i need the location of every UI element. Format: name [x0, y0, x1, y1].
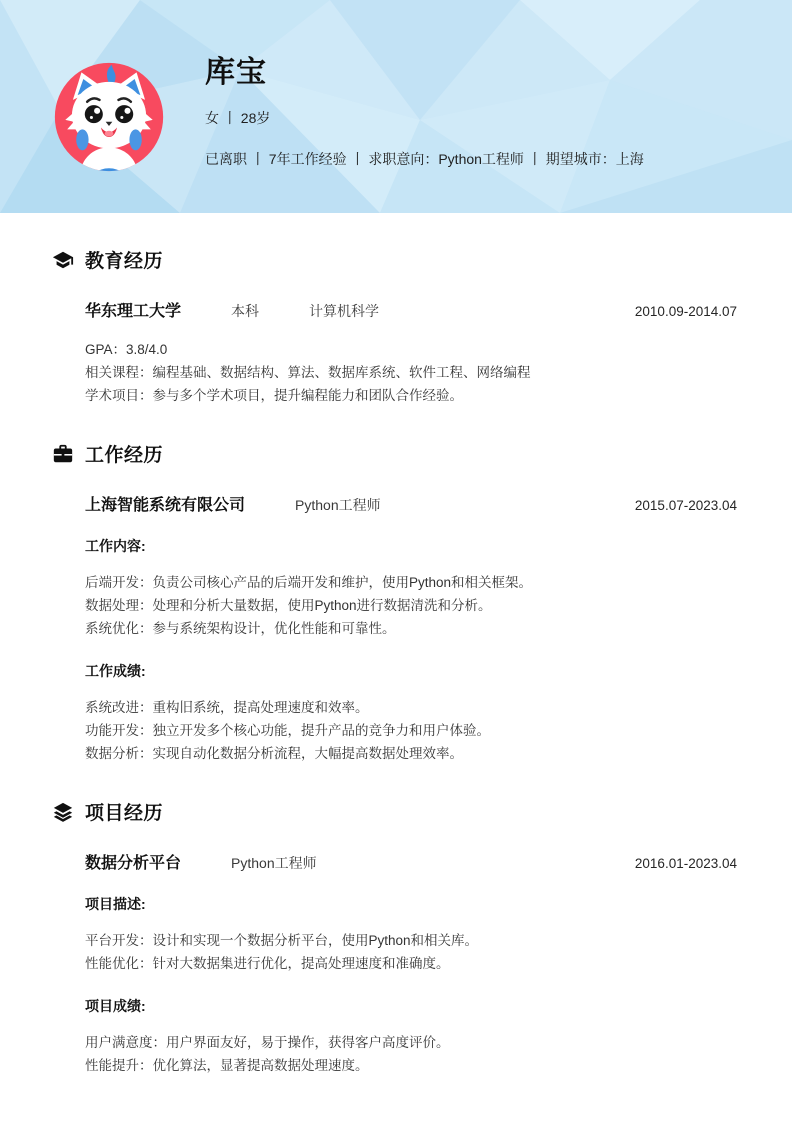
list-item: 功能开发：独立开发多个核心功能，提升产品的竞争力和用户体验。 [85, 723, 490, 738]
list-item: 用户满意度：用户界面友好，易于操作，获得客户高度评价。 [85, 1035, 450, 1050]
project-result-list [85, 1031, 737, 1077]
project-desc-label: 项目描述: [85, 896, 146, 912]
cat-mascot-illustration [52, 60, 166, 174]
resume-content [0, 246, 792, 1077]
project-date-range: 2016.01-2023.04 [634, 856, 737, 871]
briefcase-icon [52, 443, 74, 465]
school-name: 华东理工大学 [85, 303, 182, 320]
gender-age: 女 丨 28岁 [205, 110, 271, 126]
education-entry [85, 298, 737, 407]
project-role: Python工程师 [231, 855, 317, 871]
profile-meta: 已离职 丨 7年工作经验 丨 求职意向：Python工程师 丨 期望城市：上海 [205, 151, 644, 167]
work-content-label: 工作内容: [85, 538, 146, 554]
header-info [205, 54, 644, 169]
section-title-label: 教育经历 [85, 251, 164, 272]
list-item: 性能优化：针对大数据集进行优化，提高处理速度和准确度。 [85, 956, 450, 971]
graduation-cap-icon [52, 249, 74, 271]
list-item: 数据处理：处理和分析大量数据，使用Python进行数据清洗和分析。 [85, 598, 492, 613]
work-achievement-label: 工作成绩: [85, 663, 146, 679]
major: 计算机科学 [309, 303, 380, 319]
education-date-range: 2010.09-2014.07 [634, 304, 737, 319]
section-project-title [52, 798, 737, 825]
work-entry [85, 492, 737, 765]
list-item: 数据分析：实现自动化数据分析流程，大幅提高数据处理效率。 [85, 746, 463, 761]
work-content-list [85, 571, 737, 640]
project-entry [85, 850, 737, 1077]
section-title-label: 工作经历 [85, 445, 164, 466]
work-entry-head [85, 492, 737, 515]
list-item: 学术项目：参与多个学术项目，提升编程能力和团队合作经验。 [85, 388, 463, 403]
work-date-range: 2015.07-2023.04 [634, 498, 737, 513]
job-title: Python工程师 [295, 497, 381, 513]
list-item: 相关课程：编程基础、数据结构、算法、数据库系统、软件工程、网络编程 [85, 365, 531, 380]
project-result-label: 项目成绩: [85, 998, 146, 1014]
list-item: 性能提升：优化算法，显著提高数据处理速度。 [85, 1058, 369, 1073]
project-name: 数据分析平台 [85, 855, 182, 872]
section-work-title [52, 440, 737, 467]
company-name: 上海智能系统有限公司 [85, 497, 246, 514]
list-item: 系统优化：参与系统架构设计，优化性能和可靠性。 [85, 621, 396, 636]
degree: 本科 [231, 303, 260, 319]
list-item: GPA：3.8/4.0 [85, 342, 168, 357]
section-title-label: 项目经历 [85, 803, 164, 824]
project-desc-list [85, 929, 737, 975]
layers-icon [52, 801, 74, 823]
education-details [85, 338, 737, 407]
header-banner [0, 0, 792, 213]
list-item: 系统改进：重构旧系统，提高处理速度和效率。 [85, 700, 369, 715]
candidate-name: 库宝 [205, 56, 267, 89]
project-entry-head [85, 850, 737, 873]
avatar [52, 60, 166, 174]
list-item: 后端开发：负责公司核心产品的后端开发和维护，使用Python和相关框架。 [85, 575, 533, 590]
list-item: 平台开发：设计和实现一个数据分析平台，使用Python和相关库。 [85, 933, 479, 948]
section-education-title [52, 246, 737, 273]
education-entry-head [85, 298, 737, 321]
work-achievement-list [85, 696, 737, 765]
